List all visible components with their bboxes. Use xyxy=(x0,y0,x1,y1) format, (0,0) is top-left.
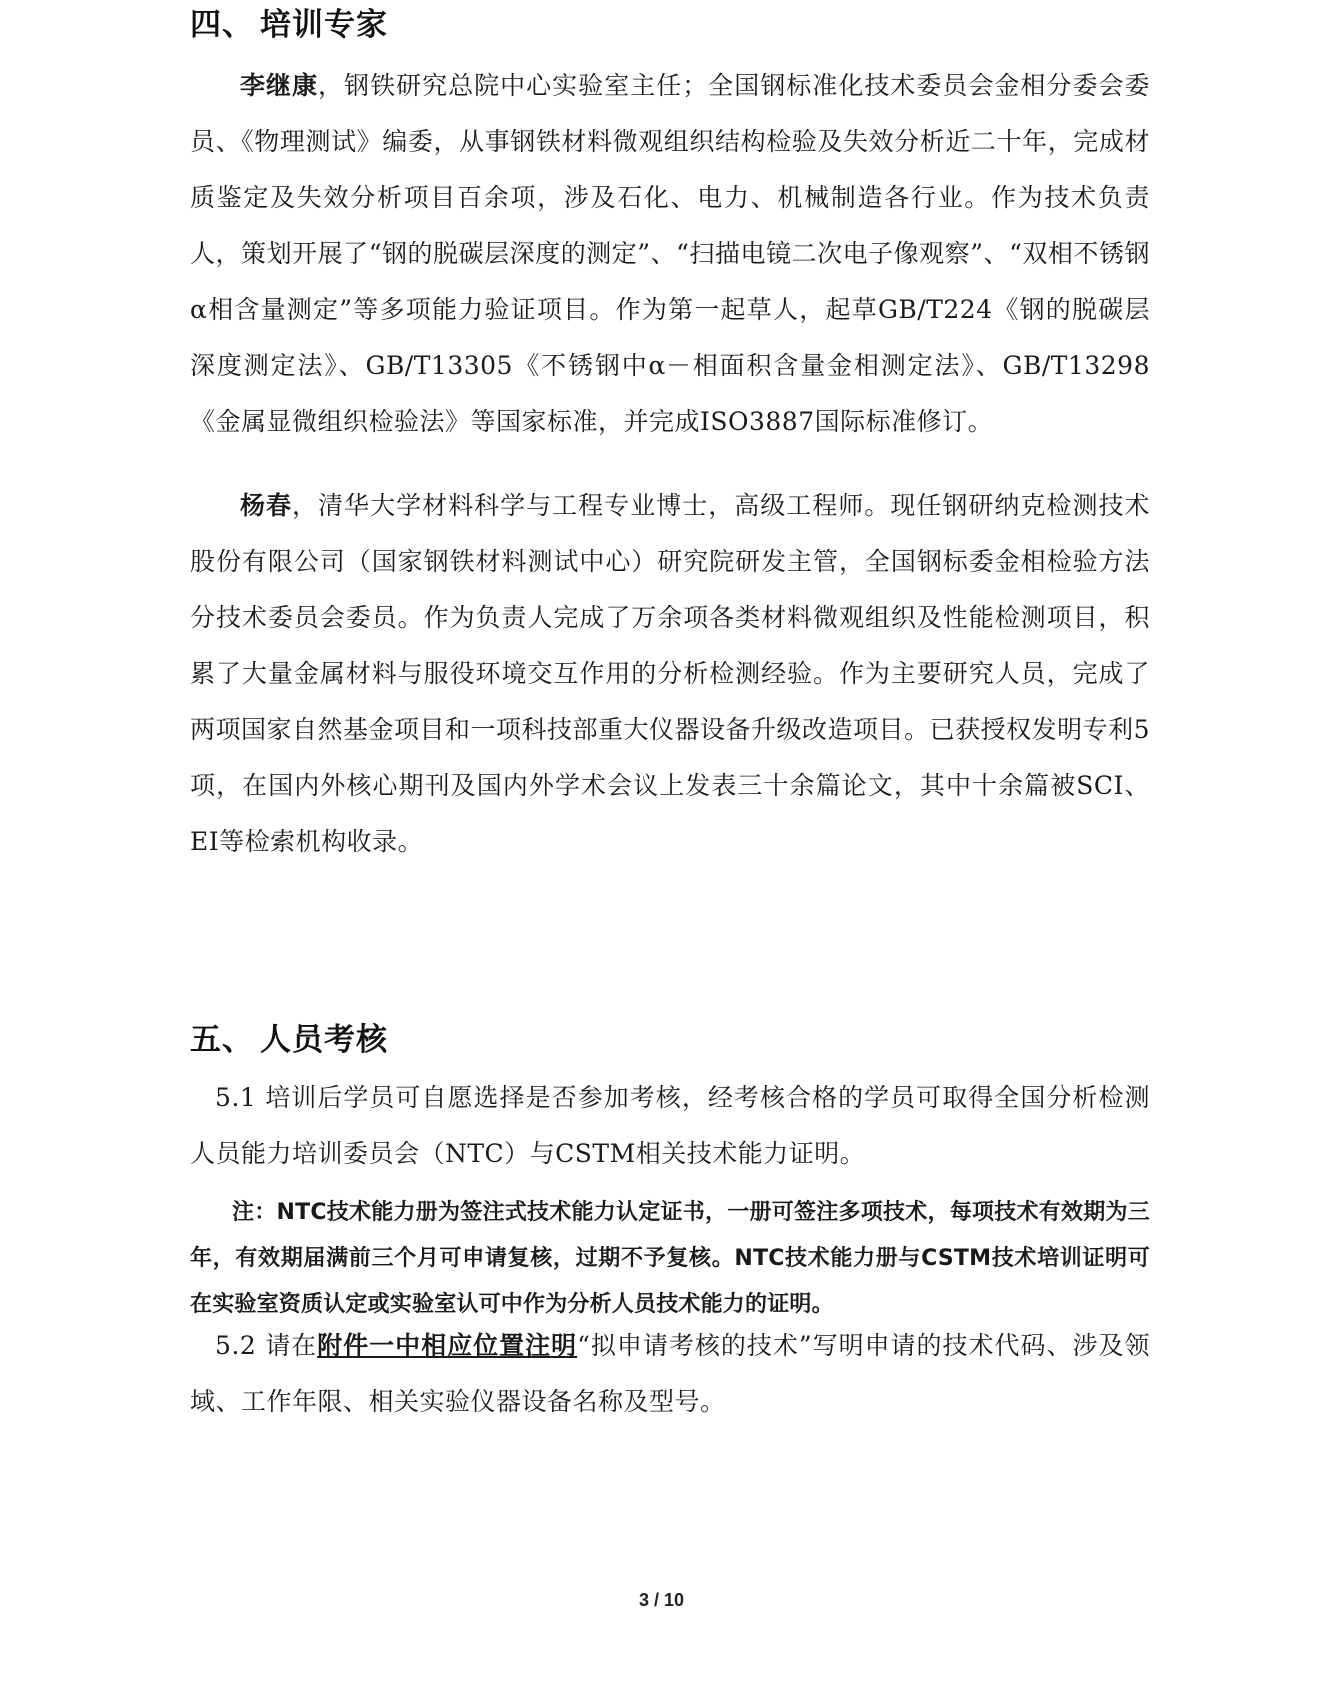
section-4-heading xyxy=(190,0,388,50)
section-5-2-paragraph xyxy=(190,1318,1150,1430)
expert-2-name: 杨春 xyxy=(240,491,293,520)
section-5-title: 人员考核 xyxy=(260,1022,388,1058)
expert-1-name: 李继康 xyxy=(240,71,319,100)
section-5-2-prefix: 5.2 请在 xyxy=(215,1331,318,1360)
section-5-heading xyxy=(190,1015,388,1065)
section-4-number: 四、 xyxy=(190,7,254,43)
section-5-2-suffix: “拟申请考核的技术”写明申请的技术代码、涉及领域、工作年限、相关实验仪器设备名称及型号。 xyxy=(190,1331,1150,1416)
expert-1-bio: ，钢铁研究总院中心实验室主任；全国钢标准化技术委员会金相分委会委员、《物理测试》编委，从事钢铁材料微观组织结构检验及失效分析近二十年，完成材质鉴定及失效分析项目百余项，涉及石化、电力、机械制造各行业。作为技术负责人，策划开展了“钢的脱碳层深度的测定”、“扫描电镜二次电子像观察”、“双相不锈钢α相含量测定”等多项能力验证项目。作为第一起草人，起草GB/T224《钢的脱碳层深度测定法》、GB/T13305《不锈钢中α－相面积含量金相测定法》、GB/T13298《金属显微组织检验法》等国家标准，并完成ISO3887国际标准修订。 xyxy=(190,71,1150,436)
expert-1-paragraph xyxy=(190,58,1150,450)
page-number: 3 / 10 xyxy=(638,1590,685,1610)
expert-2-paragraph xyxy=(190,478,1150,870)
section-5-1-paragraph: 5.1 培训后学员可自愿选择是否参加考核，经考核合格的学员可取得全国分析检测人员能力培训委员会（NTC）与CSTM相关技术能力证明。 xyxy=(190,1083,1150,1168)
ntc-note: 注：NTC技术能力册为签注式技术能力认定证书，一册可签注多项技术，每项技术有效期为三年，有效期届满前三个月可申请复核，过期不予复核。NTC技术能力册与CSTM技术培训证明可在实验室资质认定或实验室认可中作为分析人员技术能力的证明。 xyxy=(190,1200,1150,1317)
section-4-title: 培训专家 xyxy=(260,7,388,43)
expert-2-bio: ，清华大学材料科学与工程专业博士，高级工程师。现任钢研纳克检测技术股份有限公司（国家钢铁材料测试中心）研究院研发主管，全国钢标委金相检验方法分技术委员会委员。作为负责人完成了万余项各类材料微观组织及性能检测项目，积累了大量金属材料与服役环境交互作用的分析检测经验。作为主要研究人员，完成了两项国家自然基金项目和一项科技部重大仪器设备升级改造项目。已获授权发明专利5项，在国内外核心期刊及国内外学术会议上发表三十余篇论文，其中十余篇被SCI、EI等检索机构收录。 xyxy=(190,491,1150,856)
section-5-number: 五、 xyxy=(190,1022,254,1058)
attachment-reference: 附件一中相应位置注明 xyxy=(317,1331,578,1360)
